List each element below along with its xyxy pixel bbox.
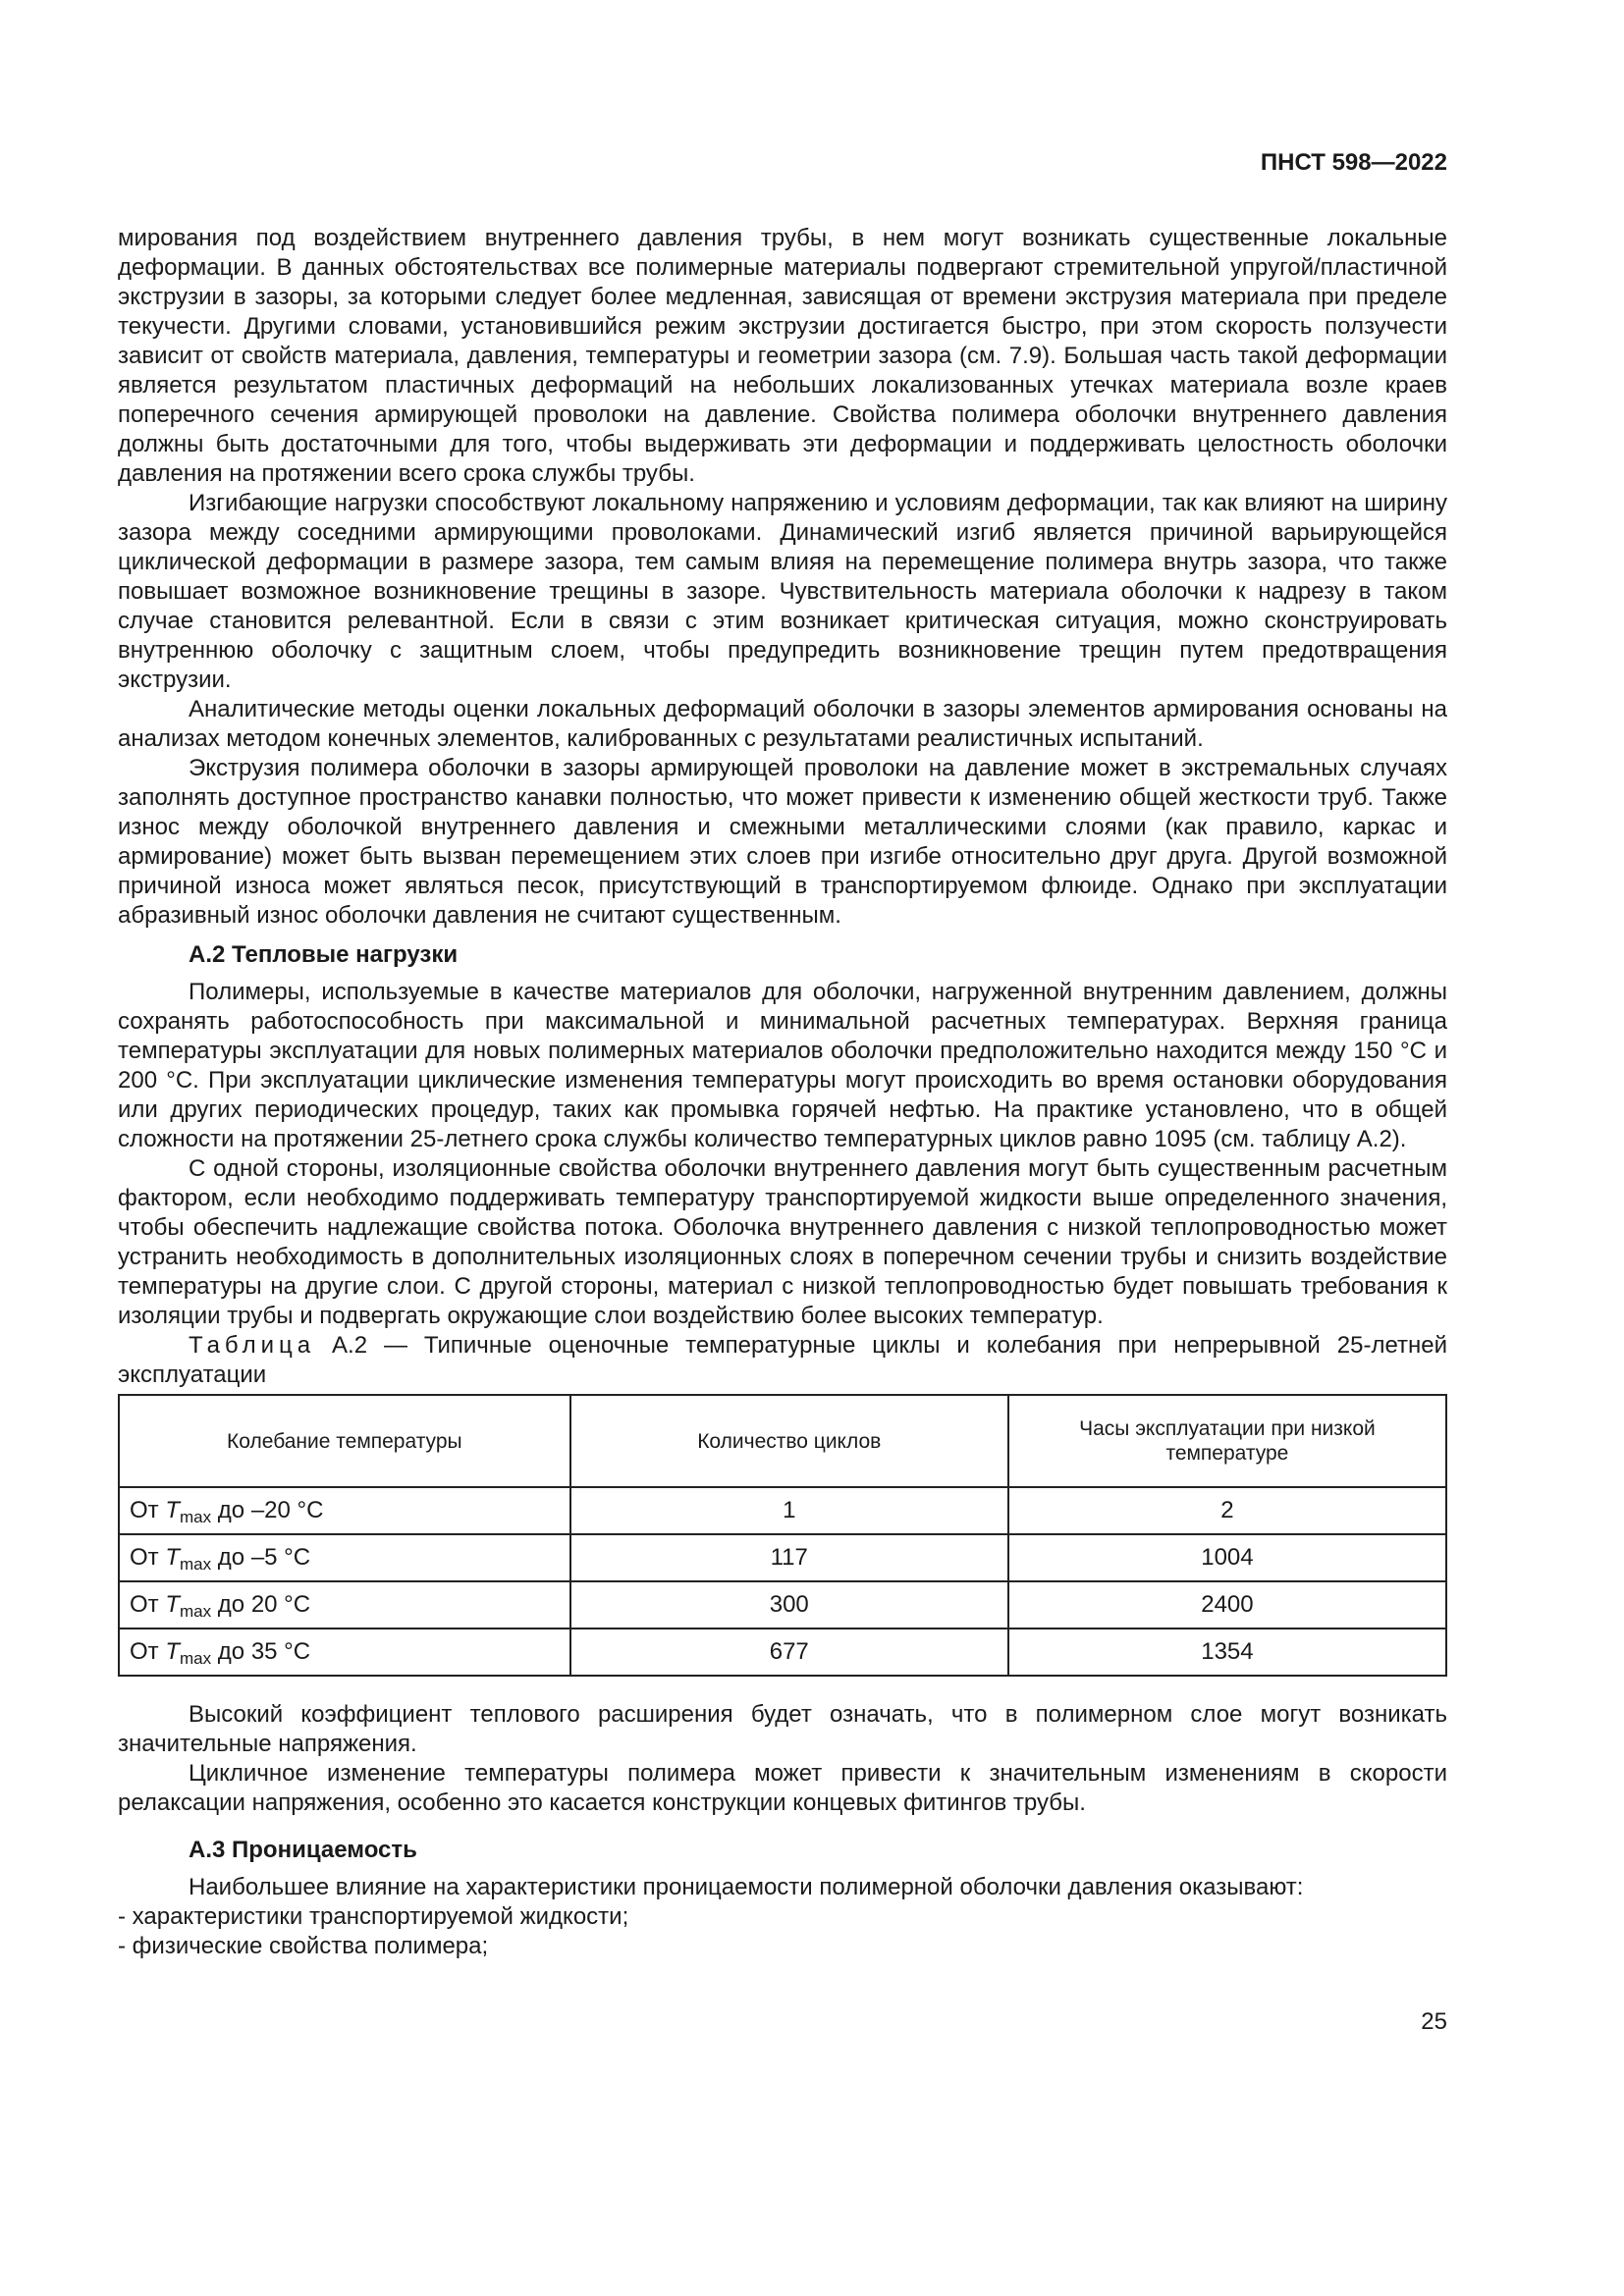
t-symbol: T (165, 1497, 180, 1523)
paragraph: Экструзия полимера оболочки в зазоры армирующей проволоки на давление может в экстремальных случаях заполнять доступное пространство канавки полностью, что может привести к изменению общей жесткости труб. Также износ между оболочкой внутреннего давления и смежными металлическими слоями (как правило, каркас и армирование) может быть вызван перемещением этих слоев при изгибе относительно друг друга. Другой возможной причиной износа может являться песок, присутствующий в транспортируемом флюиде. Однако при эксплуатации абразивный износ оболочки давления не считают существенным. (118, 755, 1447, 929)
cell-text: до 35 °С (211, 1638, 311, 1665)
table-row (119, 1581, 1446, 1629)
temperature-range-cell (119, 1534, 570, 1581)
cycles-cell: 300 (570, 1581, 1008, 1629)
table-header-cell: Количество циклов (570, 1395, 1008, 1487)
table-row (119, 1487, 1446, 1534)
cell-text: до –20 °С (211, 1497, 324, 1523)
table-header-cell: Часы эксплуатации при низкой температуре (1008, 1395, 1446, 1487)
cell-text: до 20 °С (211, 1591, 311, 1618)
temperature-range-cell (119, 1581, 570, 1629)
t-subscript: max (180, 1508, 212, 1526)
table-row (119, 1534, 1446, 1581)
paragraph: Полимеры, используемые в качестве материалов для оболочки, нагруженной внутренним давлением, должны сохранять работоспособность при максимальной и минимальной расчетных температурах. Верхняя граница температуры эксплуатации для новых полимерных материалов оболочки предположительно находится между 150 °С и 200 °С. При эксплуатации циклические изменения температуры могут происходить во время остановки оборудования или других периодических процедур, таких как промывка горячей нефтью. На практике установлено, что в общей сложности на протяжении 25-летнего срока службы количество температурных циклов равно 1095 (см. таблицу А.2). (118, 979, 1447, 1152)
t-subscript: max (180, 1602, 212, 1621)
list-item: - физические свойства полимера; (118, 1933, 489, 1959)
cell-text: От (130, 1544, 166, 1571)
table-header-row (119, 1395, 1446, 1487)
list-item: - характеристики транспортируемой жидкости; (118, 1903, 629, 1930)
table-row (119, 1629, 1446, 1676)
t-symbol: T (165, 1591, 180, 1618)
cell-text: От (130, 1497, 166, 1523)
t-symbol: T (165, 1638, 180, 1665)
section-heading-a2: А.2 Тепловые нагрузки (189, 941, 459, 968)
document-body (118, 224, 1447, 1961)
t-subscript: max (180, 1555, 212, 1574)
paragraph: Высокий коэффициент теплового расширения будет означать, что в полимерном слое могут возникать значительные напряжения. (118, 1701, 1447, 1757)
cell-text: От (130, 1591, 166, 1618)
t-subscript: max (180, 1649, 212, 1668)
t-symbol: T (165, 1544, 180, 1571)
document-id: ПНСТ 598—2022 (1260, 149, 1447, 176)
table-caption-label: Таблица (189, 1332, 316, 1359)
page-number: 25 (1421, 2008, 1447, 2035)
hours-cell: 2400 (1008, 1581, 1446, 1629)
temperature-range-cell (119, 1629, 570, 1676)
table-caption (118, 1331, 1447, 1390)
hours-cell: 1004 (1008, 1534, 1446, 1581)
temperature-range-cell (119, 1487, 570, 1534)
paragraph: Аналитические методы оценки локальных деформаций оболочки в зазоры элементов армирования основаны на анализах методом конечных элементов, калиброванных с результатами реалистичных испытаний. (118, 696, 1447, 752)
hours-cell: 1354 (1008, 1629, 1446, 1676)
paragraph: Изгибающие нагрузки способствуют локальному напряжению и условиям деформации, так как влияют на ширину зазора между соседними армирующими проволоками. Динамический изгиб является причиной варьирующейся циклической деформации в размере зазора, тем самым влияя на перемещение полимера внутрь зазора, что также повышает возможное возникновение трещины в зазоре. Чувствительность материала оболочки к надрезу в таком случае становится релевантной. Если в связи с этим возникает критическая ситуация, можно сконструировать внутреннюю оболочку с защитным слоем, чтобы предупредить возникновение трещин путем предотвращения экструзии. (118, 490, 1447, 693)
table-header-cell: Колебание температуры (119, 1395, 570, 1487)
paragraph: С одной стороны, изоляционные свойства оболочки внутреннего давления могут быть существенным расчетным фактором, если необходимо поддерживать температуру транспортируемой жидкости выше определенного значения, чтобы обеспечить надлежащие свойства потока. Оболочка внутреннего давления с низкой теплопроводностью может устранить необходимость в дополнительных изоляционных слоях в поперечном сечении трубы и снизить воздействие температуры на другие слои. С другой стороны, материал с низкой теплопроводностью будет повышать требования к изоляции трубы и подвергать окружающие слои воздействию более высоких температур. (118, 1155, 1447, 1329)
cycles-cell: 117 (570, 1534, 1008, 1581)
paragraph: Наибольшее влияние на характеристики проницаемости полимерной оболочки давления оказывают: (189, 1874, 1304, 1900)
paragraph: Цикличное изменение температуры полимера может привести к значительным изменениям в скорости релаксации напряжения, особенно это касается конструкции концевых фитингов трубы. (118, 1760, 1447, 1816)
table-caption-text: А.2 — Типичные оценочные температурные циклы и колебания при непрерывной 25-летней эксплуатации (118, 1332, 1447, 1388)
hours-cell: 2 (1008, 1487, 1446, 1534)
cell-text: до –5 °С (211, 1544, 311, 1571)
cell-text: От (130, 1638, 166, 1665)
temperature-cycles-table (118, 1394, 1447, 1677)
section-heading-a3: А.3 Проницаемость (189, 1837, 417, 1863)
paragraph: мирования под воздействием внутреннего давления трубы, в нем могут возникать существенные локальные деформации. В данных обстоятельствах все полимерные материалы подвергают стремительной упругой/пластичной экструзии в зазоры, за которыми следует более медленная, зависящая от времени экструзия материала при пределе текучести. Другими словами, установившийся режим экструзии достигается быстро, при этом скорость ползучести зависит от свойств материала, давления, температуры и геометрии зазора (см. 7.9). Большая часть такой деформации является результатом пластичных деформаций на небольших локализованных утечках материала возле краев поперечного сечения армирующей проволоки на давление. Свойства полимера оболочки внутреннего давления должны быть достаточными для того, чтобы выдерживать эти деформации и поддерживать целостность оболочки давления на протяжении всего срока службы трубы. (118, 225, 1447, 487)
factor-list (47, 1902, 1447, 1961)
cycles-cell: 677 (570, 1629, 1008, 1676)
cycles-cell: 1 (570, 1487, 1008, 1534)
